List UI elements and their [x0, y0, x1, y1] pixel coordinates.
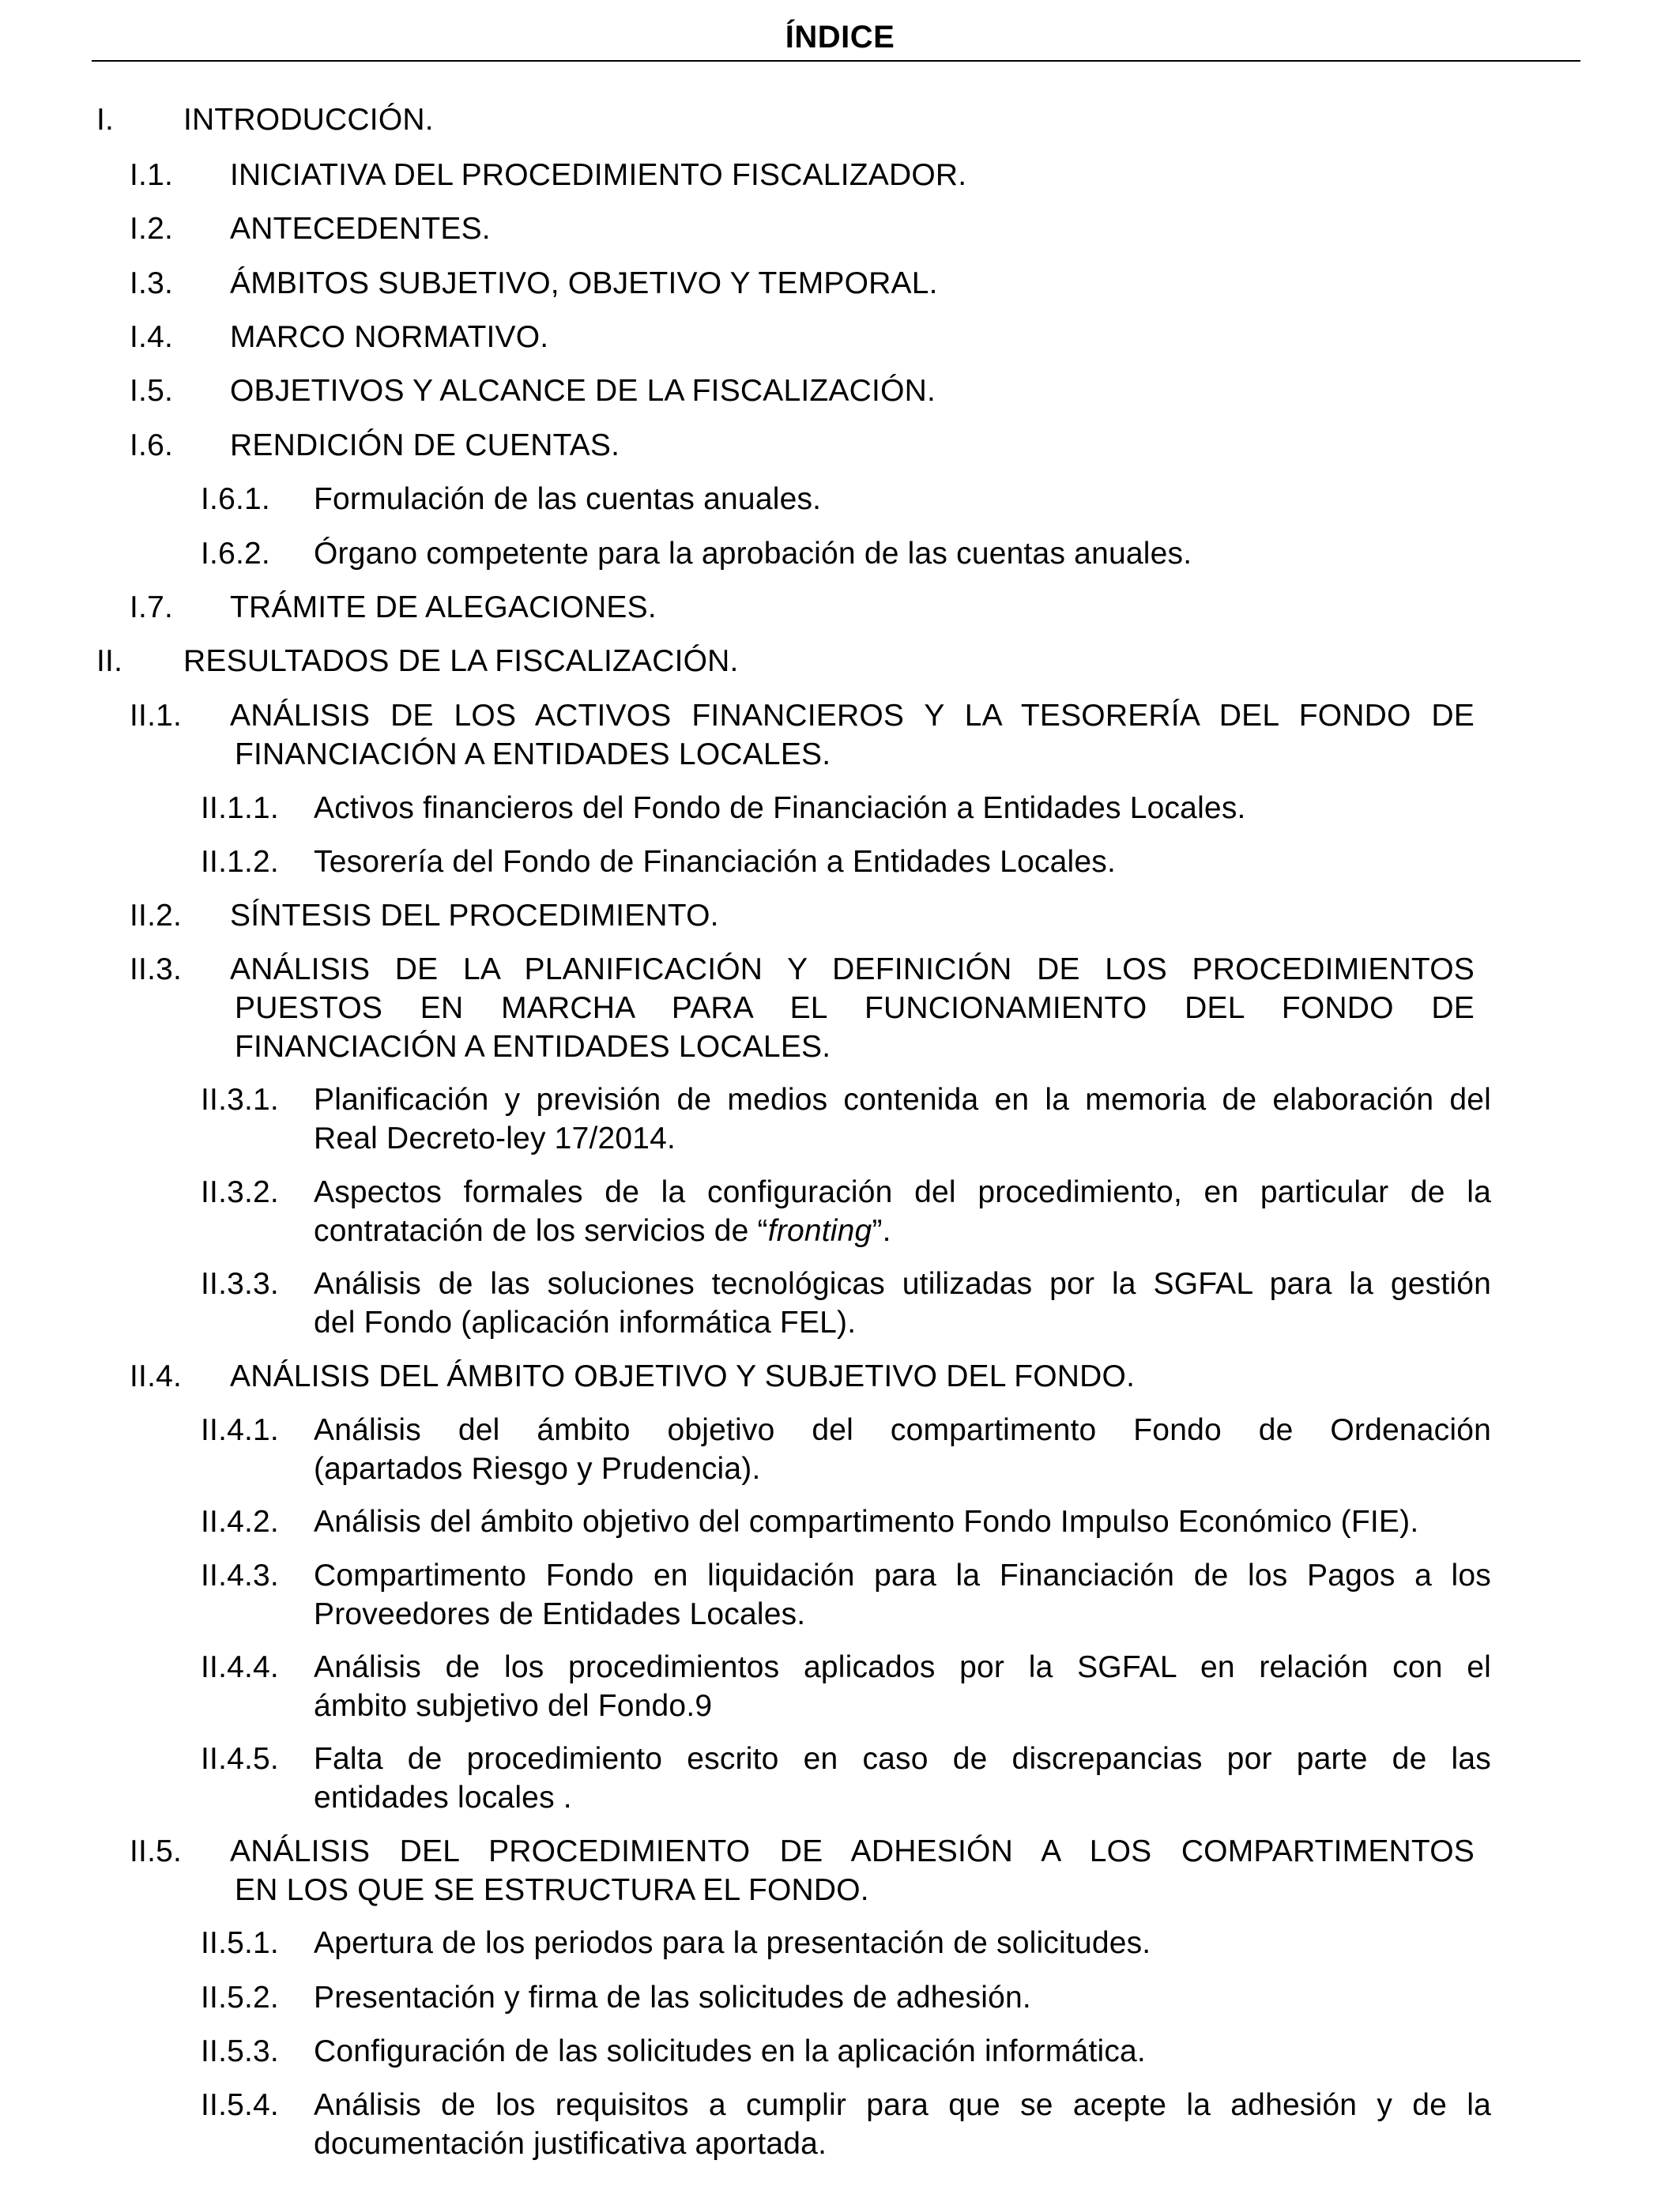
- toc-number: II.1.: [130, 699, 183, 733]
- toc-title-cont: entidades locales .: [314, 1781, 572, 1815]
- toc-number: I.6.2.: [201, 537, 270, 571]
- toc-title-cont: ámbito subjetivo del Fondo.9: [314, 1689, 713, 1723]
- toc-number: II.1.2.: [201, 845, 279, 879]
- toc-title: Planificación y previsión de medios contenida en la memoria de elaboración del: [314, 1083, 1491, 1117]
- toc-title: Análisis del ámbito objetivo del compartimento Fondo Impulso Económico (FIE).: [314, 1505, 1419, 1539]
- toc-number: II.1.1.: [201, 791, 279, 825]
- toc-number: I.3.: [130, 266, 173, 300]
- toc-title-cont: FINANCIACIÓN A ENTIDADES LOCALES.: [235, 737, 831, 771]
- toc-title-cont: documentación justificativa aportada.: [314, 2127, 827, 2161]
- toc-number: II.3.2.: [201, 1175, 279, 1209]
- page-title: ÍNDICE: [785, 20, 895, 55]
- toc-number: I.6.1.: [201, 482, 270, 516]
- toc-number: II.4.2.: [201, 1505, 279, 1539]
- toc-number: I.7.: [130, 590, 173, 624]
- toc-title: Compartimento Fondo en liquidación para la Financiación de los Pagos a los: [314, 1559, 1491, 1593]
- toc-number: II.3.3.: [201, 1267, 279, 1301]
- toc-title-cont: PUESTOS EN MARCHA PARA EL FUNCIONAMIENTO DEL FONDO DE: [235, 991, 1475, 1025]
- toc-number: I.4.: [130, 320, 173, 354]
- toc-title: ANÁLISIS DEL ÁMBITO OBJETIVO Y SUBJETIVO DEL FONDO.: [230, 1359, 1136, 1393]
- toc-title: Análisis de las soluciones tecnológicas utilizadas por la SGFAL para la gestión: [314, 1267, 1491, 1301]
- toc-title-cont: FINANCIACIÓN A ENTIDADES LOCALES.: [235, 1030, 831, 1064]
- toc-title-cont: Proveedores de Entidades Locales.: [314, 1597, 806, 1631]
- toc-number: II.5.4.: [201, 2088, 279, 2122]
- toc-number: II.4.4.: [201, 1650, 279, 1684]
- toc-title: ÁMBITOS SUBJETIVO, OBJETIVO Y TEMPORAL.: [230, 266, 938, 300]
- toc-title: ANÁLISIS DEL PROCEDIMIENTO DE ADHESIÓN A LOS COMPARTIMENTOS: [230, 1834, 1475, 1868]
- toc-title: OBJETIVOS Y ALCANCE DE LA FISCALIZACIÓN.: [230, 374, 936, 408]
- toc-title: RENDICIÓN DE CUENTAS.: [230, 428, 620, 462]
- toc-title: Análisis del ámbito objetivo del compartimento Fondo de Ordenación: [314, 1413, 1491, 1447]
- toc-title-cont: contratación de los servicios de “fronting”.: [314, 1214, 891, 1248]
- toc-number: II.3.: [130, 952, 183, 986]
- toc-number: II.5.1.: [201, 1926, 279, 1960]
- toc-number: II.5.3.: [201, 2034, 279, 2068]
- toc-title: RESULTADOS DE LA FISCALIZACIÓN.: [183, 644, 739, 678]
- toc-title-cont: EN LOS QUE SE ESTRUCTURA EL FONDO.: [235, 1873, 869, 1907]
- toc-number: II.4.: [130, 1359, 183, 1393]
- title-divider: [92, 60, 1580, 62]
- toc-number: II.4.5.: [201, 1742, 279, 1776]
- toc-title: ANÁLISIS DE LOS ACTIVOS FINANCIEROS Y LA TESORERÍA DEL FONDO DE: [230, 699, 1475, 733]
- toc-number: I.2.: [130, 212, 173, 246]
- toc-title: Falta de procedimiento escrito en caso de discrepancias por parte de las: [314, 1742, 1491, 1776]
- toc-title: Órgano competente para la aprobación de las cuentas anuales.: [314, 537, 1192, 571]
- toc-title: TRÁMITE DE ALEGACIONES.: [230, 590, 657, 624]
- toc-number: I.1.: [130, 158, 173, 192]
- toc-title-cont: Real Decreto-ley 17/2014.: [314, 1122, 676, 1155]
- toc-title: SÍNTESIS DEL PROCEDIMIENTO.: [230, 899, 719, 933]
- toc-title: Análisis de los procedimientos aplicados por la SGFAL en relación con el: [314, 1650, 1491, 1684]
- toc-title: ANÁLISIS DE LA PLANIFICACIÓN Y DEFINICIÓN DE LOS PROCEDIMIENTOS: [230, 952, 1475, 986]
- toc-title: INTRODUCCIÓN.: [183, 103, 434, 137]
- toc-title: Activos financieros del Fondo de Financiación a Entidades Locales.: [314, 791, 1246, 825]
- toc-title: INICIATIVA DEL PROCEDIMIENTO FISCALIZADOR.: [230, 158, 967, 192]
- toc-title: Formulación de las cuentas anuales.: [314, 482, 822, 516]
- toc-title: Aspectos formales de la configuración del procedimiento, en particular de la: [314, 1175, 1491, 1209]
- toc-number: II.5.2.: [201, 1981, 279, 2015]
- toc-title: Análisis de los requisitos a cumplir para que se acepte la adhesión y de la: [314, 2088, 1491, 2122]
- toc-number: II.2.: [130, 899, 183, 933]
- toc-title-cont: del Fondo (aplicación informática FEL).: [314, 1306, 857, 1340]
- toc-number: I.5.: [130, 374, 173, 408]
- toc-title: MARCO NORMATIVO.: [230, 320, 549, 354]
- toc-number: II.4.1.: [201, 1413, 279, 1447]
- toc-number: II.5.: [130, 1834, 183, 1868]
- toc-number: I.: [96, 103, 115, 137]
- toc-title: Configuración de las solicitudes en la aplicación informática.: [314, 2034, 1146, 2068]
- toc-title: ANTECEDENTES.: [230, 212, 491, 246]
- toc-number: I.6.: [130, 428, 173, 462]
- toc-title-cont: (apartados Riesgo y Prudencia).: [314, 1452, 761, 1486]
- toc-title: Apertura de los periodos para la presentación de solicitudes.: [314, 1926, 1151, 1960]
- toc-title: Tesorería del Fondo de Financiación a Entidades Locales.: [314, 845, 1116, 879]
- toc-number: II.4.3.: [201, 1559, 279, 1593]
- toc-title: Presentación y firma de las solicitudes de adhesión.: [314, 1981, 1031, 2015]
- toc-number: II.3.1.: [201, 1083, 279, 1117]
- toc-number: II.: [96, 644, 123, 678]
